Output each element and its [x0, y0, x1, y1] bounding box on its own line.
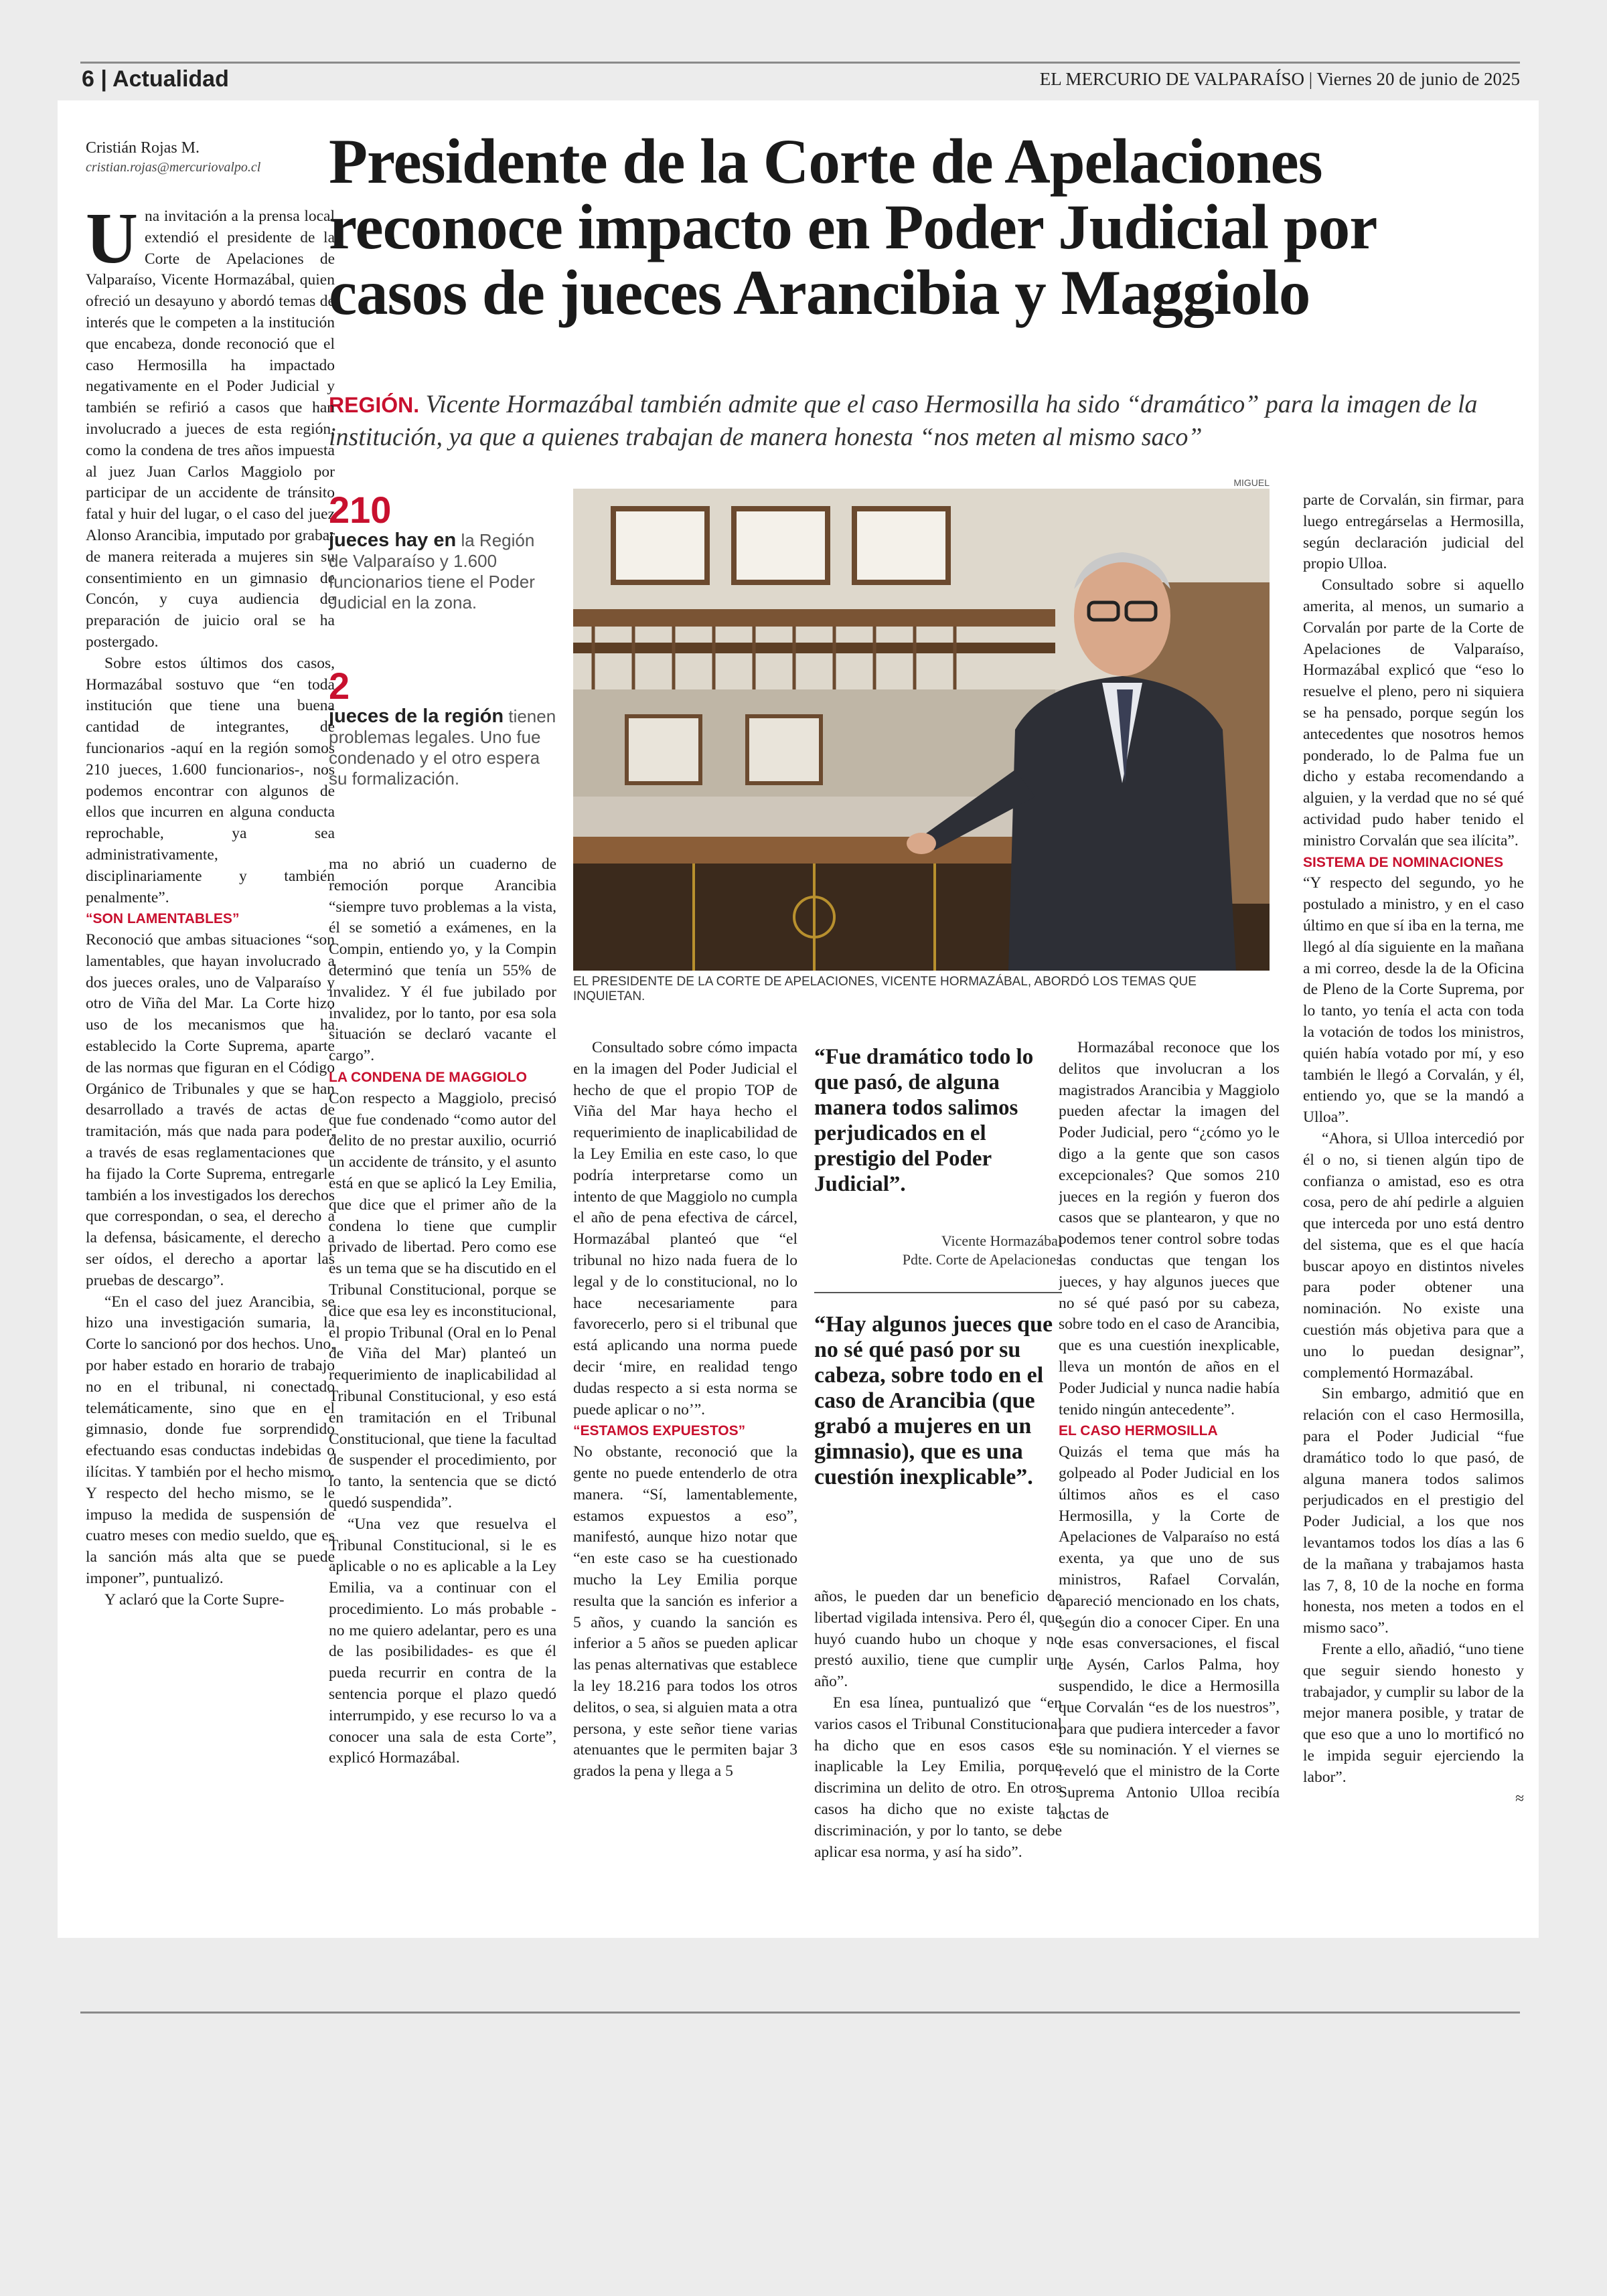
paragraph: Sin embargo, admitió que en relación con el caso Hermosilla, para el Poder Judicial “fue dramático todo lo que pasó, de alguna manera todos salimos perjudicados en el prestigio del Poder Judicial, a los que nos levantamos todos los días a las 6 de la mañana y trabajamos hasta las 7, 8, 10 de la noche en forma honesta, nos meten a todos en el mismo saco”.	[1303, 1385, 1524, 1637]
paragraph: años, le pueden dar un beneficio de libertad vigilada intensiva. Pero él, que huyó cuando hubo un choque y no prestó auxilio, tiene que cumplir un año”.	[814, 1588, 1062, 1691]
headline: Presidente de la Corte de Apelaciones reconoce impacto en Poder Judicial por casos de jueces Arancibia y Maggiolo	[329, 126, 1376, 328]
section-heading: EL CASO HERMOSILLA	[1059, 1423, 1218, 1439]
section-heading: SISTEMA DE NOMINACIONES	[1303, 854, 1504, 870]
paragraph: Consultado sobre si aquello amerita, al menos, un sumario a Corvalán por parte de la Corte de Apelaciones de Valparaíso, Hormazábal explicó que “eso lo resuelve el pleno, pero ni siquiera se ha pensado, porque según los antecedentes que nosotros hemos ponderado, lo de Palma fue un dicho y estaba recomendando a alguien, y la verdad que no sé qué actividad pudo haber tenido el ministro Corvalán que sea ilícita”.	[1303, 576, 1524, 849]
paragraph: No obstante, reconoció que la gente no puede entenderlo de otra manera. “Sí, lamentablemente, estamos expuestos a eso”, manifestó, aunque hizo notar que “en este caso se ha cuestionado mucho la Ley Emilia porque resulta que la sanción es inferior a 5 años, y cuando la sanción es inferior a 5 años se pueden aplicar las penas alternativas que establece la ley 18.216 para todos los otros delitos, o sea, si alguien mata a otra persona, y este señor tiene varias atenuantes que le permiten bajar 3 grados la pena y llega a 5	[573, 1443, 797, 1781]
section-heading: “SON LAMENTABLES”	[86, 911, 240, 927]
pull-quote-2: “Hay algunos jueces que no sé qué pasó por su cabeza, sobre todo en el caso de Arancibia (que grabó a mujeres en un gimnasio), que es una cuestión inexplicable”.	[814, 1312, 1053, 1489]
quote-attribution	[814, 1232, 1062, 1269]
paragraph: na invitación a la prensa local extendió el presidente de la Corte de Apelaciones de Valparaíso, Vicente Hormazábal, quien ofreció un desayuno y abordó temas de interés que le competen a la institución que encabeza, donde reconoció que el caso Hermosilla ha impactado negativamente en el Poder Judicial y también se refirió a casos que han involucrado a jueces de esta región, como la condena de tres años impuesta al juez Juan Carlos Maggiolo por participar de un accidente de tránsito fatal y huir del lugar, o el caso del juez Alonso Arancibia, imputado por grabar de manera reiterada a mujeres sin su consentimiento en un gimnasio de Concón, y cuya audiencia de preparación de juicio oral se ha postergado.	[86, 208, 335, 651]
column-1	[86, 206, 335, 2007]
section-heading: “ESTAMOS EXPUESTOS”	[573, 1423, 746, 1439]
paragraph: parte de Corvalán, sin firmar, para luego entregárselas a Hermosilla, según declaración judicial del propio Ulloa.	[1303, 491, 1524, 573]
byline	[86, 139, 307, 175]
paragraph: “Y respecto del segundo, yo he postulado a ministro, y en el caso último en que sí iba en la terna, me llegó al día siguiente en la mañana a mi correo, desde la de la Oficina de Pleno de la Corte Suprema, por lo tanto, yo tenía el acta con toda la votación de todos los ministros, quién había votado por mí, y eso también le llegó a Corvalán, y él, entiendo yo, que se la mandó a Ulloa”.	[1303, 874, 1524, 1127]
stat-number: 210	[329, 489, 392, 531]
column-4	[814, 1586, 1062, 2007]
subhead-text: Vicente Hormazábal también admite que el caso Hermosilla ha sido “dramático” para la imagen de la institución, ya que a quienes trabajan de manera honesta “nos meten al mismo saco”	[329, 390, 1478, 451]
stat-number: 2	[329, 665, 350, 707]
quote-author: Vicente Hormazábal	[941, 1232, 1062, 1249]
stat-lead: jueces de la región	[329, 706, 504, 727]
stat-box-1	[329, 490, 556, 613]
stat-lead: jueces hay en	[329, 529, 457, 551]
paragraph: Y aclaró que la Corte Supre-	[104, 1590, 285, 1609]
paragraph: Hormazábal reconoce que los delitos que involucran a los magistrados Arancibia y Maggiolo pueden afectar la imagen del Poder Judicial, pero “¿cómo yo le digo a la gente que son casos excepcionales? Que somos 210 jueces en la región y fueron dos casos que se plantearon, y que no podemos tener control sobre todas las conductas que tengan los jueces, y hay algunos jueces que no sé qué pasó por su cabeza, sobre todo en el caso de Arancibia, que es una cuestión inexplicable, lleva un montón de años en el Poder Judicial y nunca nadie había tenido ningún antecedente”.	[1059, 1039, 1280, 1418]
section-label: 6 | Actualidad	[82, 66, 229, 92]
stat-box-2	[329, 666, 556, 789]
paragraph: ma no abrió un cuaderno de remoción porque Arancibia “siempre tuvo problemas a la vista, él se sometió a exámenes, en la Compin, entiendo yo, y la Compin determinó que tenía un 55% de invalidez. Y él fue jubilado por invalidez, por lo tanto, por esa sola situación se declaró vacante el cargo”.	[329, 855, 556, 1065]
paragraph: Reconoció que ambas situaciones “son lamentables, que hayan involucrado a dos jueces orales, uno de Valparaíso y otro de Viña del Mar. La Corte hizo uso de los mecanismos que ha establecido la Corte Suprema, aparte de las normas que figuran en el Código Orgánico de Tribunales y que se han desarrollado a través de actas de tramitación, más que nada para poder, a través de esas reglamentaciones que ha fijado la Corte Suprema, entregarle también a los investigados los derechos que correspondan, o sea, el derecho a la defensa, básicamente, el derecho a ser oídos, el derecho a aportar las pruebas de descargo”.	[86, 931, 335, 1289]
paragraph: Quizás el tema que más ha golpeado al Poder Judicial en los últimos años es el caso Hermosilla, y la Corte de Apelaciones de Valparaíso no está exenta, ya que uno de sus ministros, Rafael Corvalán, apareció mencionado en los chats, según dio a conocer Ciper. En una de esas conversaciones, el fiscal de Aysén, Carlos Palma, hoy suspendido, le dice a Hermosilla que Corvalán “es de los nuestros”, para que pudiera interceder a favor de su nominación. Y el viernes se reveló que el ministro de la Corte Suprema Antonio Ulloa recibía actas de	[1059, 1443, 1280, 1823]
pull-quote-1: “Fue dramático todo lo que pasó, de alguna manera todos salimos perjudicados en el prestigio del Poder Judicial”.	[814, 1045, 1034, 1196]
paragraph: Consultado sobre cómo impacta en la imagen del Poder Judicial el hecho de que el propio TOP de Viña del Mar haya hecho el requerimiento de inaplicabilidad de la Ley Emilia en este caso, lo que podría interpretarse como un intento de que Maggiolo no cumpla el año de pena efectiva de cárcel, Hormazábal planteó que “el tribunal no hizo nada fuera de lo legal y de lo constitucional, no lo hace necesariamente para favorecerlo, pero si el tribunal que está aplicando una norma puede decir ‘mire, en realidad tengo dudas respecto a si esta norma se puede aplicar o no’”.	[573, 1039, 797, 1418]
photo-caption: EL PRESIDENTE DE LA CORTE DE APELACIONES, VICENTE HORMAZÁBAL, ABORDÓ LOS TEMAS QUE INQUIETAN.	[573, 975, 1197, 1003]
column-6	[1303, 490, 1524, 2007]
paragraph: Frente a ello, añadió, “uno tiene que seguir siendo honesto y trabajador, y cumplir su labor de la mejor manera posible, y tratar de que eso que a uno lo mortificó no le impida seguir ejerciendo la labor”.	[1303, 1641, 1524, 1786]
drop-cap: U	[86, 206, 138, 278]
photo-illustration	[573, 489, 1270, 971]
top-rule	[80, 62, 1520, 64]
bottom-rule	[80, 2012, 1520, 2014]
author-name: Cristián Rojas M.	[86, 139, 200, 157]
author-email: cristian.rojas@mercuriovalpo.cl	[86, 160, 261, 175]
end-mark: ≈	[1515, 1789, 1524, 1807]
section-heading: LA CONDENA DE MAGGIOLO	[329, 1069, 527, 1085]
photo-hormazabal	[573, 489, 1270, 971]
paragraph: “Ahora, si Ulloa intercedió por él o no, si tienen algún tipo de confianza o amistad, eso es otra cosa, pero de ahí pedirle a alguien que interceda por uno está dentro del sistema, que es el que hacía buscar apoyo en distintos niveles para poder obtener una nominación. No existe una cuestión más objetiva para que a uno lo puedan designar”, complementó Hormazábal.	[1303, 1129, 1524, 1382]
page-header	[82, 64, 1520, 94]
column-2	[329, 854, 556, 2007]
column-3	[573, 1038, 797, 2007]
paragraph: “Una vez que resuelva el Tribunal Constitucional, si le es aplicable o no es aplicable a la Ley Emilia, va a continuar con el procedimiento. Lo más probable -no me quiero adelantar, pero es una de las posibilidades- es que él pueda recurrir en contra de la sentencia porque el plazo quedó interrumpido, y ese recurso lo va a conocer una sala de esta Corte”, explicó Hormazábal.	[329, 1515, 556, 1767]
stat-text: la Región de Valparaíso y 1.600 funcionarios tiene el Poder Judicial en la zona.	[329, 530, 535, 612]
paragraph: “En el caso del juez Arancibia, se hizo una investigación sumaria, la Corte lo sancionó por dos hechos. Uno, por haber estado en horario de trabajo no en el tribunal, ni conectado telemáticamente, sino que en el gimnasio, donde fue sorprendido efectuando esas conductas indebidas o ilícitas. Y también por el hecho mismo. Y respecto del hecho mismo, se le impuso la medida de suspensión de cuatro meses con medio sueldo, que es la sanción más alta que se puede imponer”, puntualizó.	[86, 1293, 335, 1587]
stat-text: tienen problemas legales. Uno fue condenado y el otro espera su formalización.	[329, 706, 556, 789]
quote-role: Pdte. Corte de Apelaciones	[902, 1251, 1062, 1268]
paragraph: En esa línea, puntualizó que “en varios casos el Tribunal Constitucional ha dicho que en esos casos es inaplicable la Ley Emilia, porque discrimina un delito de otro. En otros casos ha dicho que no existe tal discriminación, y por lo tanto, se debe aplicar esa norma, y así ha sido”.	[814, 1694, 1062, 1861]
photo-credit: MIGUEL	[1233, 477, 1270, 488]
paragraph: Sobre estos últimos dos casos, Hormazábal sostuvo que “en toda institución que tiene una buena cantidad de integrantes, de funcionarios -aquí en la región somos 210 jueces, 1.600 funcionarios-, nos podemos encontrar con algunos de ellos que incurren en alguna conducta reprochable, ya sea administrativamente, disciplinariamente y también penalmente”.	[86, 654, 335, 906]
masthead-date: EL MERCURIO DE VALPARAÍSO | Viernes 20 de junio de 2025	[1039, 68, 1520, 89]
column-5	[1059, 1038, 1280, 2007]
quote-divider	[814, 1292, 1062, 1293]
region-tag: REGIÓN.	[329, 393, 420, 417]
subheadline	[329, 388, 1527, 453]
article-page	[58, 100, 1539, 1938]
paragraph: Con respecto a Maggiolo, precisó que fue condenado “como autor del delito de no prestar auxilio, ocurrió un accidente de tránsito, y el asunto está en que se aplicó la Ley Emilia, que dice que el primer año de la condena lo tiene que cumplir privado de libertad. Pero como ese es un tema que se ha discutido en el Tribunal Constitucional, porque se dice que esa ley es inconstitucional, el propio Tribunal (Oral en lo Penal de Viña del Mar) planteó un requerimiento de inaplicabilidad al Tribunal Constitucional, y eso está en tramitación en el Tribunal Constitucional, que tiene la facultad de suspender el procedimiento, por lo tanto, la sentencia que se dictó quedó suspendida”.	[329, 1089, 556, 1511]
